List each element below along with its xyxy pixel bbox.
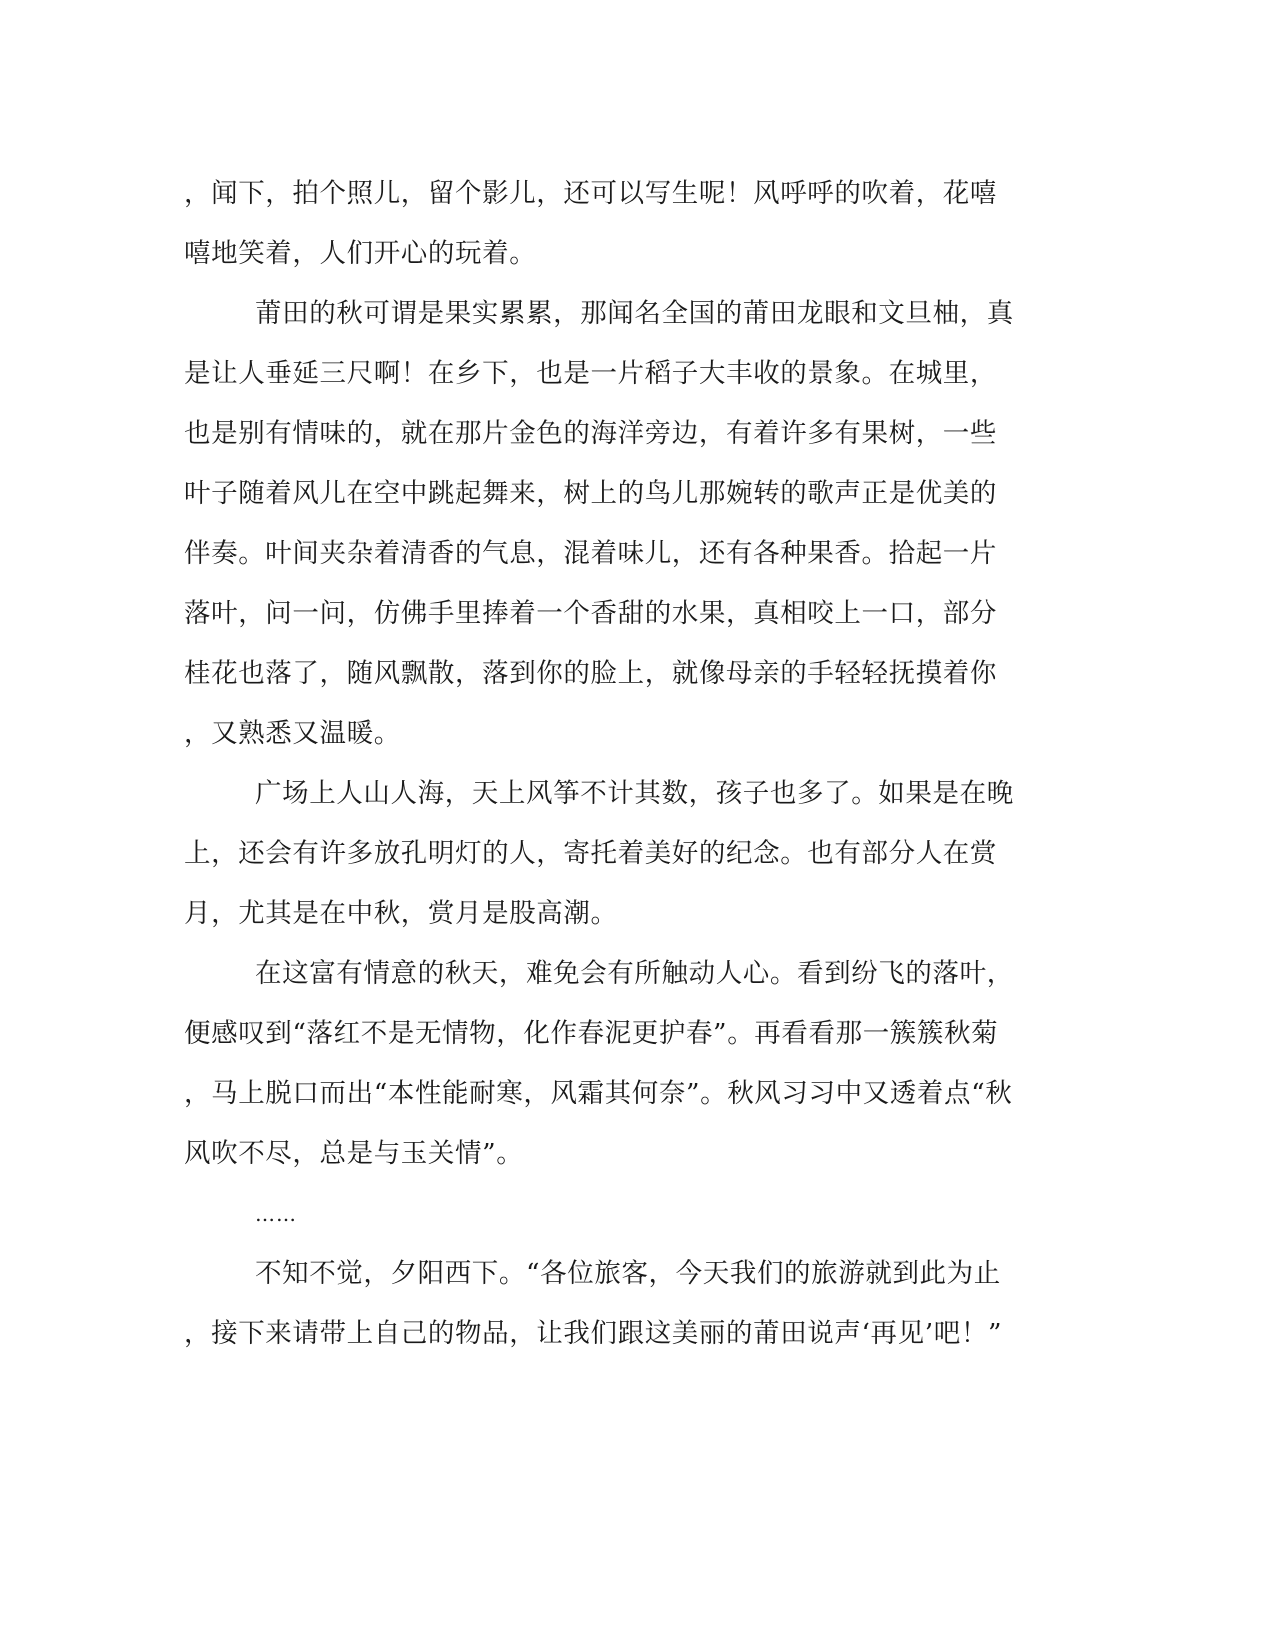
text-line: ，马上脱口而出“本性能耐寒，风霜其何奈”。秋风习习中又透着点“秋 bbox=[184, 1078, 1013, 1109]
text-line: 嘻地笑着，人们开心的玩着。 bbox=[184, 238, 537, 269]
text-line: ，闻下，拍个照儿，留个影儿，还可以写生呢！风呼呼的吹着，花嘻 bbox=[184, 178, 997, 209]
text-line: ，又熟悉又温暖。 bbox=[184, 718, 401, 749]
text-line: 叶子随着风儿在空中跳起舞来，树上的鸟儿那婉转的歌声正是优美的 bbox=[184, 478, 997, 509]
text-line: 也是别有情味的，就在那片金色的海洋旁边，有着许多有果树，一些 bbox=[184, 418, 997, 449]
paragraph-start-line: 不知不觉，夕阳西下。“各位旅客，今天我们的旅游就到此为止 bbox=[255, 1258, 1001, 1289]
text-line: 上，还会有许多放孔明灯的人，寄托着美好的纪念。也有部分人在赏 bbox=[184, 838, 997, 869]
paragraph-start-line: 莆田的秋可谓是果实累累，那闻名全国的莆田龙眼和文旦柚，真 bbox=[255, 298, 1014, 329]
text-line: 月，尤其是在中秋，赏月是股高潮。 bbox=[184, 898, 618, 929]
text-line: ，接下来请带上自己的物品，让我们跟这美丽的莆田说声‘再见’吧！” bbox=[184, 1318, 1003, 1349]
text-line: 风吹不尽，总是与玉关情”。 bbox=[184, 1138, 524, 1169]
body-text bbox=[184, 164, 1064, 1364]
text-line: 落叶，问一问，仿佛手里捧着一个香甜的水果，真相咬上一口，部分 bbox=[184, 598, 997, 629]
text-line: 伴奏。叶间夹杂着清香的气息，混着味儿，还有各种果香。拾起一片 bbox=[184, 538, 997, 569]
paragraph-start-line: 在这富有情意的秋天，难免会有所触动人心。看到纷飞的落叶， bbox=[255, 958, 1014, 989]
ellipsis-line: …… bbox=[255, 1202, 297, 1226]
text-line: 桂花也落了，随风飘散，落到你的脸上，就像母亲的手轻轻抚摸着你 bbox=[184, 658, 997, 689]
paragraph-start-line: 广场上人山人海，天上风筝不计其数，孩子也多了。如果是在晚 bbox=[255, 778, 1014, 809]
text-line: 是让人垂延三尺啊！在乡下，也是一片稻子大丰收的景象。在城里， bbox=[184, 358, 997, 389]
text-line: 便感叹到“落红不是无情物，化作春泥更护春”。再看看那一簇簇秋菊 bbox=[184, 1018, 999, 1049]
